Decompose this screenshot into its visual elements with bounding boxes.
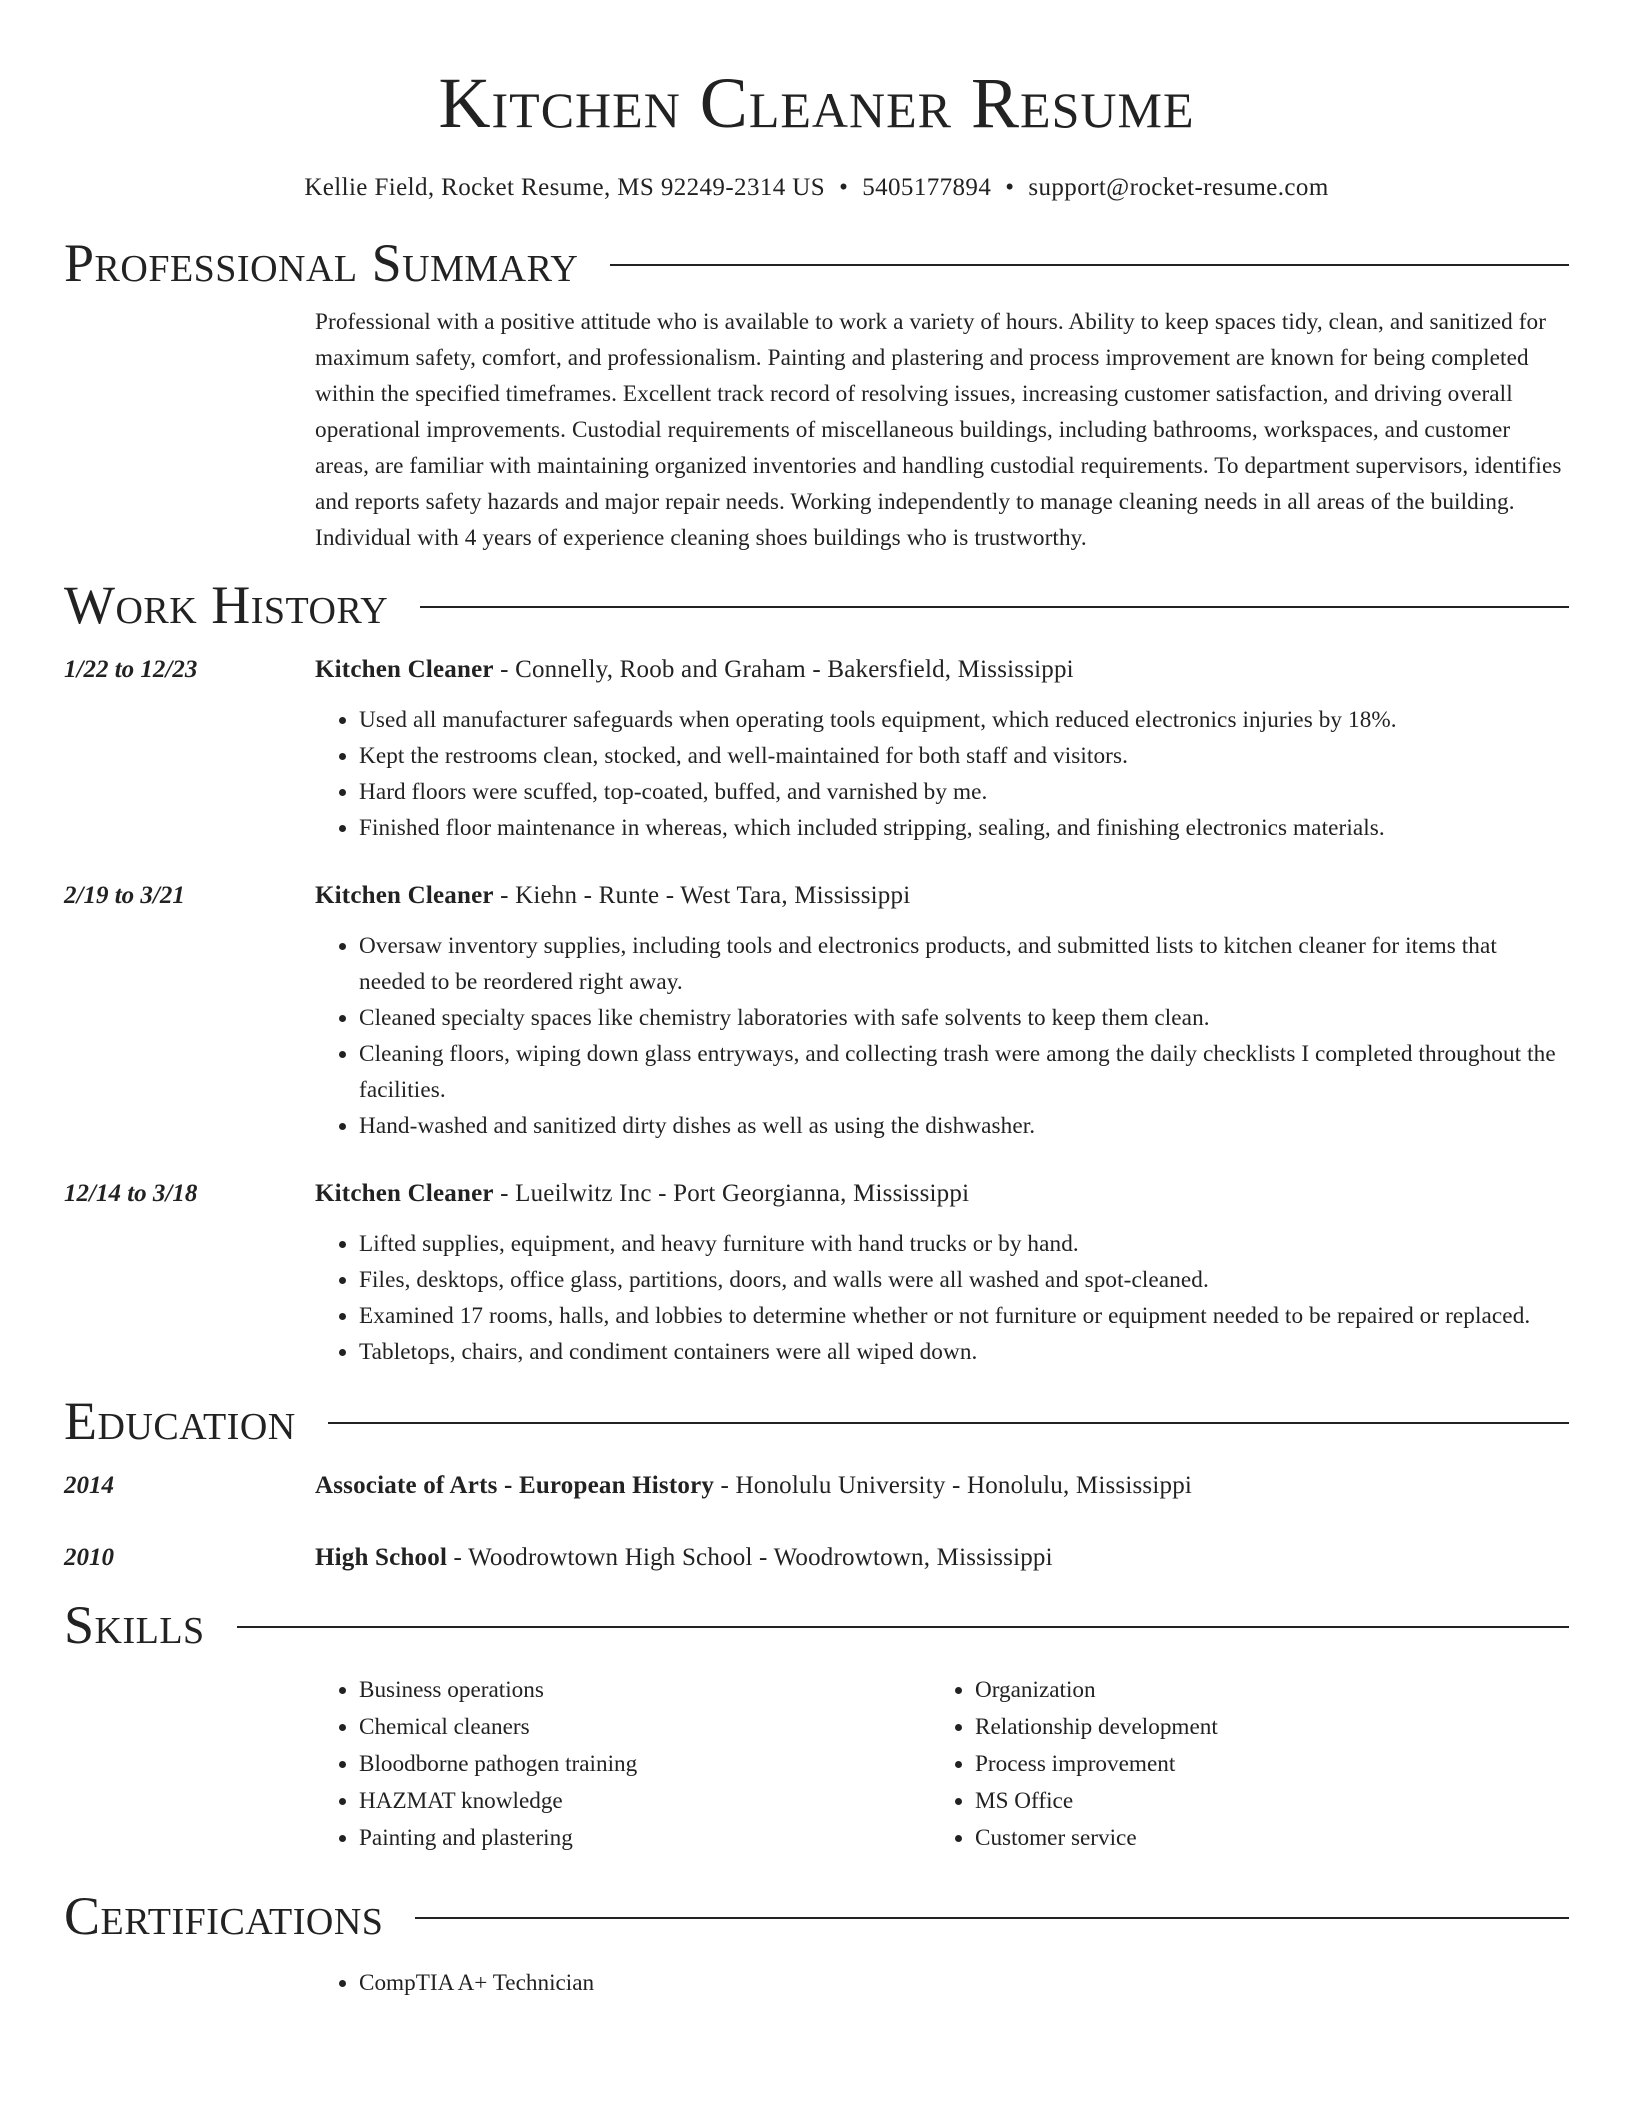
resume-page [64, 0, 1569, 2002]
skills-column-left [315, 1672, 931, 1857]
job-employer: - Connelly, Roob and Graham - Bakersfield, Mississippi [493, 656, 1074, 683]
education-degree: High School [315, 1544, 448, 1571]
job-employer: - Kiehn - Runte - West Tara, Mississippi [493, 882, 911, 909]
skills-heading: Skills [64, 1595, 205, 1655]
skill-item: • MS Office [975, 1783, 1475, 1820]
contact-line [64, 172, 1569, 204]
skills-column-right [931, 1672, 1475, 1857]
skill-item: • Relationship development [975, 1709, 1475, 1746]
job-role: Kitchen Cleaner [315, 656, 494, 683]
education-body [315, 1540, 1569, 1576]
education-degree: Associate of Arts - European History [315, 1472, 715, 1499]
education-year: 2010 [64, 1544, 114, 1571]
certifications-column [315, 1965, 931, 2002]
list-item: • Cleaning floors, wiping down glass entryways, and collecting trash were among the daily checklists I completed throughout the facilities. [359, 1036, 1569, 1108]
list-item: • Files, desktops, office glass, partitions, doors, and walls were all washed and spot-cleaned. [359, 1262, 1569, 1298]
education-section-header [64, 1386, 1569, 1456]
list-item: • Cleaned specialty spaces like chemistry laboratories with safe solvents to keep them clean. [359, 1000, 1569, 1036]
summary-heading: Professional Summary [64, 233, 579, 293]
summary-section-header [64, 228, 1569, 298]
skill-item: • HAZMAT knowledge [359, 1783, 931, 1820]
list-item: • Oversaw inventory supplies, including tools and electronics products, and submitted lists to kitchen cleaner for items that needed to be reordered right away. [359, 928, 1569, 1000]
education-entry [64, 1540, 1569, 1576]
skills-list [315, 1672, 1569, 1857]
education-headline [315, 1540, 1569, 1576]
contact-address: Kellie Field, Rocket Resume, MS 92249-2314 US [304, 174, 826, 201]
job-bullets [315, 702, 1569, 846]
job-dates: 1/22 to 12/23 [64, 656, 198, 683]
job-role: Kitchen Cleaner [315, 1180, 494, 1207]
section-divider [610, 264, 1569, 266]
job-bullets [315, 928, 1569, 1144]
skill-item: • Process improvement [975, 1746, 1475, 1783]
certifications-list [315, 1965, 1569, 2002]
summary-text: Professional with a positive attitude who is available to work a variety of hours. Ability to keep spaces tidy, clean, and sanitized for maximum safety, comfort, and professionalism. Painting and plastering and process improvement are known for being completed within the specified timeframes. Excellent track record of resolving issues, increasing customer satisfaction, and driving overall operational improvements. Custodial requirements of miscellaneous buildings, including bathrooms, workspaces, and customer areas, are familiar with maintaining organized inventories and handling custodial requirements. To department supervisors, identifies and reports safety hazards and major repair needs. Working independently to manage cleaning needs in all areas of the building. Individual with 4 years of experience cleaning shoes buildings who is trustworthy. [315, 309, 1562, 551]
skill-item: • Chemical cleaners [359, 1709, 931, 1746]
education-entry [64, 1468, 1569, 1504]
skill-item: • Organization [975, 1672, 1475, 1709]
work-heading: Work History [64, 575, 389, 635]
list-item: • Kept the restrooms clean, stocked, and well-maintained for both staff and visitors. [359, 738, 1569, 774]
job-employer: - Lueilwitz Inc - Port Georgianna, Mississippi [493, 1180, 970, 1207]
job-headline [315, 1176, 1569, 1212]
contact-separator: • [839, 174, 849, 201]
certifications-section-header [64, 1881, 1569, 1951]
certification-item: • CompTIA A+ Technician [359, 1965, 931, 2002]
resume-title: Kitchen Cleaner Resume [438, 63, 1195, 143]
contact-email: support@rocket-resume.com [1028, 174, 1329, 201]
work-section-header [64, 570, 1569, 640]
job-headline [315, 652, 1569, 688]
list-item: • Finished floor maintenance in whereas, which included stripping, sealing, and finishing electronics materials. [359, 810, 1569, 846]
education-school: - Woodrowtown High School - Woodrowtown, Mississippi [447, 1544, 1053, 1571]
contact-phone: 5405177894 [862, 174, 992, 201]
skill-item: • Bloodborne pathogen training [359, 1746, 931, 1783]
education-year: 2014 [64, 1472, 114, 1499]
skill-item: • Business operations [359, 1672, 931, 1709]
skill-item: • Customer service [975, 1820, 1475, 1857]
job-entry [64, 1176, 1569, 1370]
contact-separator: • [1005, 174, 1015, 201]
education-body [315, 1468, 1569, 1504]
job-dates: 2/19 to 3/21 [64, 882, 185, 909]
job-body [315, 652, 1569, 846]
section-divider [415, 1917, 1569, 1919]
skills-section-header [64, 1590, 1569, 1660]
list-item: • Examined 17 rooms, halls, and lobbies to determine whether or not furniture or equipment needed to be repaired or replaced. [359, 1298, 1569, 1334]
list-item: • Tabletops, chairs, and condiment containers were all wiped down. [359, 1334, 1569, 1370]
section-divider [237, 1626, 1569, 1628]
list-item: • Hand-washed and sanitized dirty dishes as well as using the dishwasher. [359, 1108, 1569, 1144]
job-bullets [315, 1226, 1569, 1370]
section-divider [328, 1422, 1569, 1424]
job-headline [315, 878, 1569, 914]
list-item: • Hard floors were scuffed, top-coated, buffed, and varnished by me. [359, 774, 1569, 810]
job-body [315, 878, 1569, 1144]
section-divider [420, 606, 1569, 608]
skill-item: • Painting and plastering [359, 1820, 931, 1857]
education-headline [315, 1468, 1569, 1504]
education-heading: Education [64, 1391, 296, 1451]
job-body [315, 1176, 1569, 1370]
list-item: • Used all manufacturer safeguards when operating tools equipment, which reduced electronics injuries by 18%. [359, 702, 1569, 738]
job-entry [64, 878, 1569, 1144]
certifications-heading: Certifications [64, 1886, 384, 1946]
list-item: • Lifted supplies, equipment, and heavy furniture with hand trucks or by hand. [359, 1226, 1569, 1262]
job-dates: 12/14 to 3/18 [64, 1180, 198, 1207]
job-entry [64, 652, 1569, 846]
job-role: Kitchen Cleaner [315, 882, 494, 909]
education-school: - Honolulu University - Honolulu, Mississippi [714, 1472, 1193, 1499]
